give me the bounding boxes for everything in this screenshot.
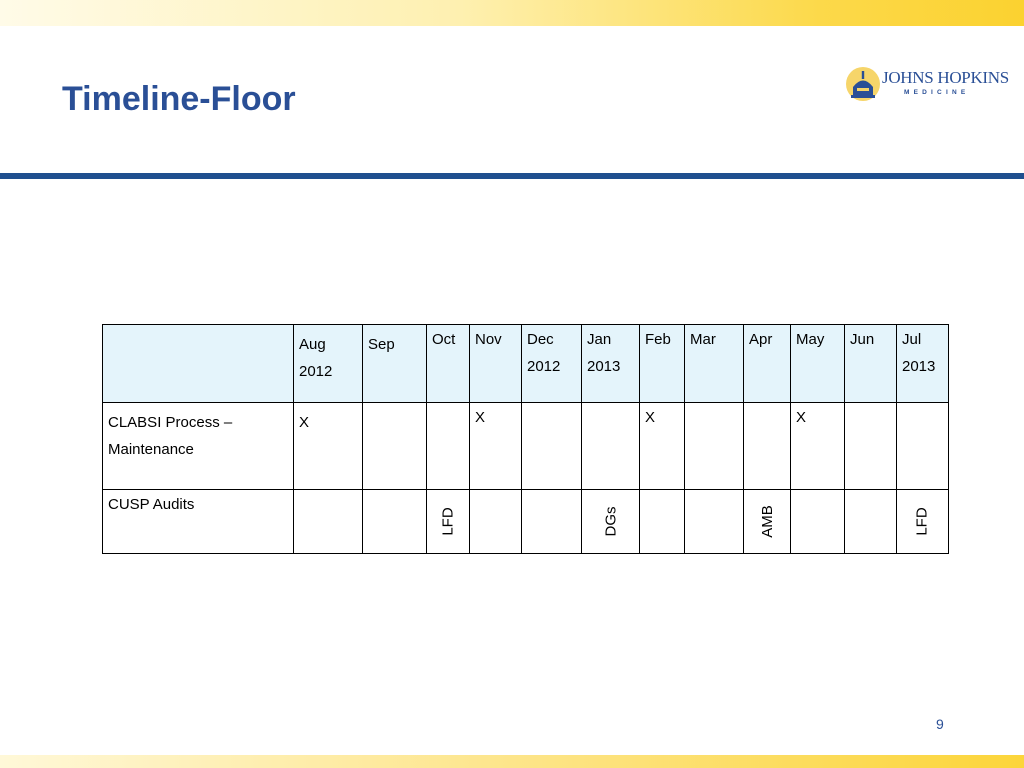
- header-cell-apr: Apr: [744, 325, 791, 403]
- table-cell: X: [640, 403, 685, 490]
- rotated-cell-text: LFD: [914, 507, 931, 536]
- top-gradient-band: [0, 0, 1024, 26]
- table-row-clabsi: [103, 403, 949, 490]
- table-cell: X: [294, 403, 363, 490]
- table-cell: [791, 490, 845, 554]
- header-cell-jun: Jun: [845, 325, 897, 403]
- table-cell: [744, 490, 791, 554]
- johns-hopkins-logo: [845, 66, 1009, 106]
- header-cell-dec-2012: Dec 2012: [522, 325, 582, 403]
- table-cell: [522, 403, 582, 490]
- rotated-cell-text: AMB: [758, 505, 776, 538]
- header-cell-mar: Mar: [685, 325, 744, 403]
- header-cell-oct: Oct: [427, 325, 470, 403]
- table-cell: [640, 490, 685, 554]
- table-cell: [363, 403, 427, 490]
- table-cell: [470, 490, 522, 554]
- slide-title: Timeline-Floor: [62, 80, 296, 118]
- table-cell: [582, 403, 640, 490]
- table-cell: [845, 403, 897, 490]
- table-cell: [744, 403, 791, 490]
- rotated-cell-text: LFD: [439, 507, 457, 536]
- row-label-cusp-audits: CUSP Audits: [103, 490, 294, 554]
- header-cell-jul-2013: Jul 2013: [897, 325, 949, 403]
- table-cell: X: [470, 403, 522, 490]
- table-cell: [845, 490, 897, 554]
- logo-name-text: JOHNS HOPKINS: [882, 68, 1009, 87]
- table-cell: [685, 490, 744, 554]
- page-number: 9: [936, 716, 944, 732]
- header-cell-aug-2012: Aug 2012: [294, 325, 363, 403]
- table-cell: [897, 490, 949, 554]
- table-cell: [427, 490, 470, 554]
- row-label-clabsi: CLABSI Process – Maintenance: [103, 403, 294, 490]
- title-divider-rule: [0, 173, 1024, 179]
- header-cell-blank: [103, 325, 294, 403]
- bottom-gradient-band: [0, 755, 1024, 768]
- header-cell-jan-2013: Jan 2013: [582, 325, 640, 403]
- table-cell: X: [791, 403, 845, 490]
- logo-sub-text: MEDICINE: [904, 89, 970, 96]
- table-cell: [363, 490, 427, 554]
- table-cell: [685, 403, 744, 490]
- table-cell: [522, 490, 582, 554]
- table-cell: [897, 403, 949, 490]
- table-row-cusp-audits: [103, 490, 949, 554]
- header-cell-sep: Sep: [363, 325, 427, 403]
- header-cell-may: May: [791, 325, 845, 403]
- header-cell-feb: Feb: [640, 325, 685, 403]
- table-cell: [582, 490, 640, 554]
- table-header-row: [103, 325, 949, 403]
- header-cell-nov: Nov: [470, 325, 522, 403]
- table-cell: [294, 490, 363, 554]
- timeline-table: [102, 324, 949, 554]
- rotated-cell-text: DGs: [602, 506, 619, 537]
- dome-emblem-icon: [845, 66, 881, 102]
- table-cell: [427, 403, 470, 490]
